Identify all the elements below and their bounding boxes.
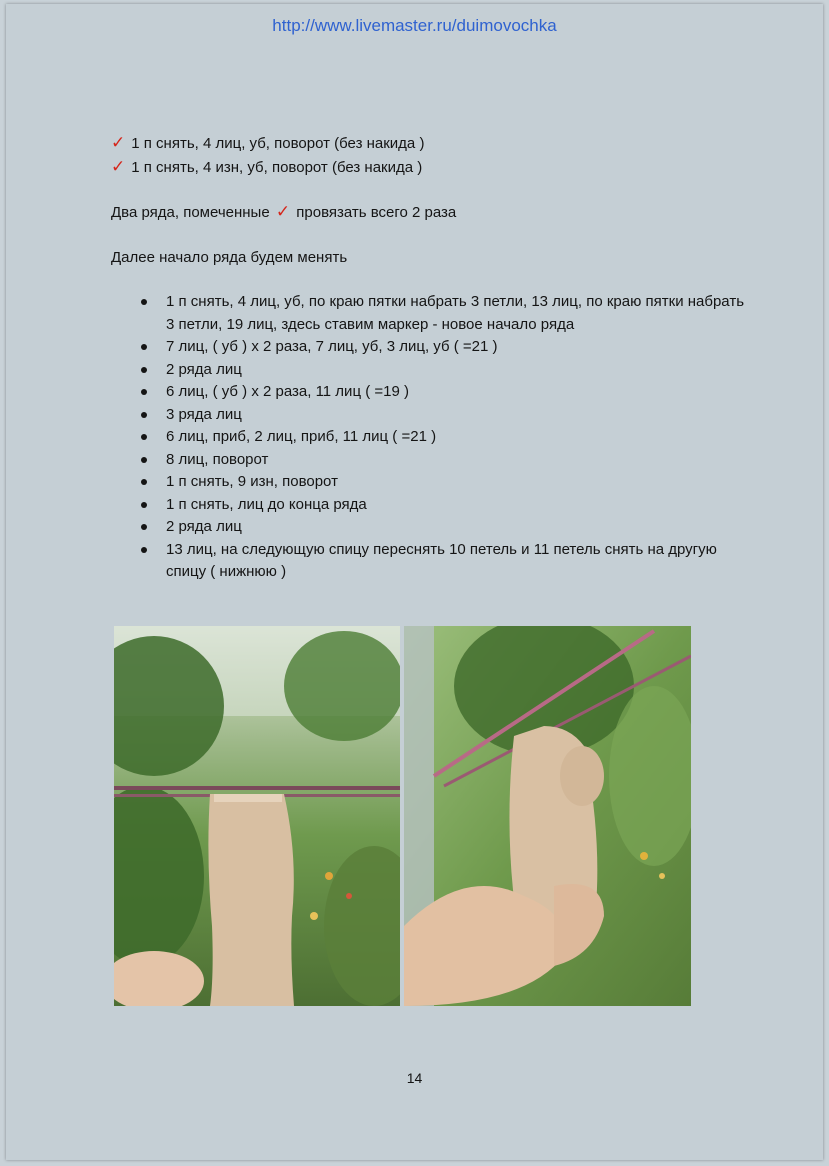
repeat-note (111, 201, 751, 225)
red-checkmark-icon: ✓ (275, 202, 291, 221)
check-row (111, 156, 751, 180)
repeat-note-after: провязать всего 2 раза (296, 204, 457, 221)
instruction-list (111, 291, 751, 584)
page-content (111, 132, 751, 584)
page-number: 14 (406, 1070, 423, 1086)
list-item: 13 лиц, на следующую спицу переснять 10 петель и 11 петель снять на другую спицу ( нижнюю ) (141, 539, 751, 584)
list-item: 1 п снять, 9 изн, поворот (141, 471, 751, 494)
red-checkmark-icon: ✓ (111, 133, 126, 152)
list-item: 7 лиц, ( уб ) х 2 раза, 7 лиц, уб, 3 лиц, уб ( =21 ) (141, 336, 751, 359)
knitting-photo-left (114, 626, 400, 1006)
list-item: 2 ряда лиц (141, 359, 751, 382)
list-item: 6 лиц, приб, 2 лиц, приб, 11 лиц ( =21 ) (141, 426, 751, 449)
header-url-link[interactable]: http://www.livemaster.ru/duimovochka (272, 16, 557, 35)
red-checkmark-icon: ✓ (111, 156, 126, 176)
check-row-text: 1 п снять, 4 изн, уб, поворот (без накида ) (131, 158, 423, 176)
list-item: 8 лиц, поворот (141, 449, 751, 472)
list-item: 1 п снять, 4 лиц, уб, по краю пятки набрать 3 петли, 13 лиц, по краю пятки набрать 3 петли, 19 лиц, здесь ставим маркер - новое начало ряда (141, 291, 751, 336)
list-item: 3 ряда лиц (141, 404, 751, 427)
list-item: 2 ряда лиц (141, 516, 751, 539)
check-row-text: 1 п снять, 4 лиц, уб, поворот (без накида ) (131, 135, 425, 152)
repeat-note-before: Два ряда, помеченные (111, 204, 270, 221)
check-row (111, 132, 751, 156)
row-change-note: Далее начало ряда будем менять (111, 248, 348, 266)
document-page (6, 4, 823, 1160)
knitting-photo-right (404, 626, 691, 1006)
list-item: 1 п снять, лиц до конца ряда (141, 494, 751, 517)
list-item: 6 лиц, ( уб ) х 2 раза, 11 лиц ( =19 ) (141, 381, 751, 404)
